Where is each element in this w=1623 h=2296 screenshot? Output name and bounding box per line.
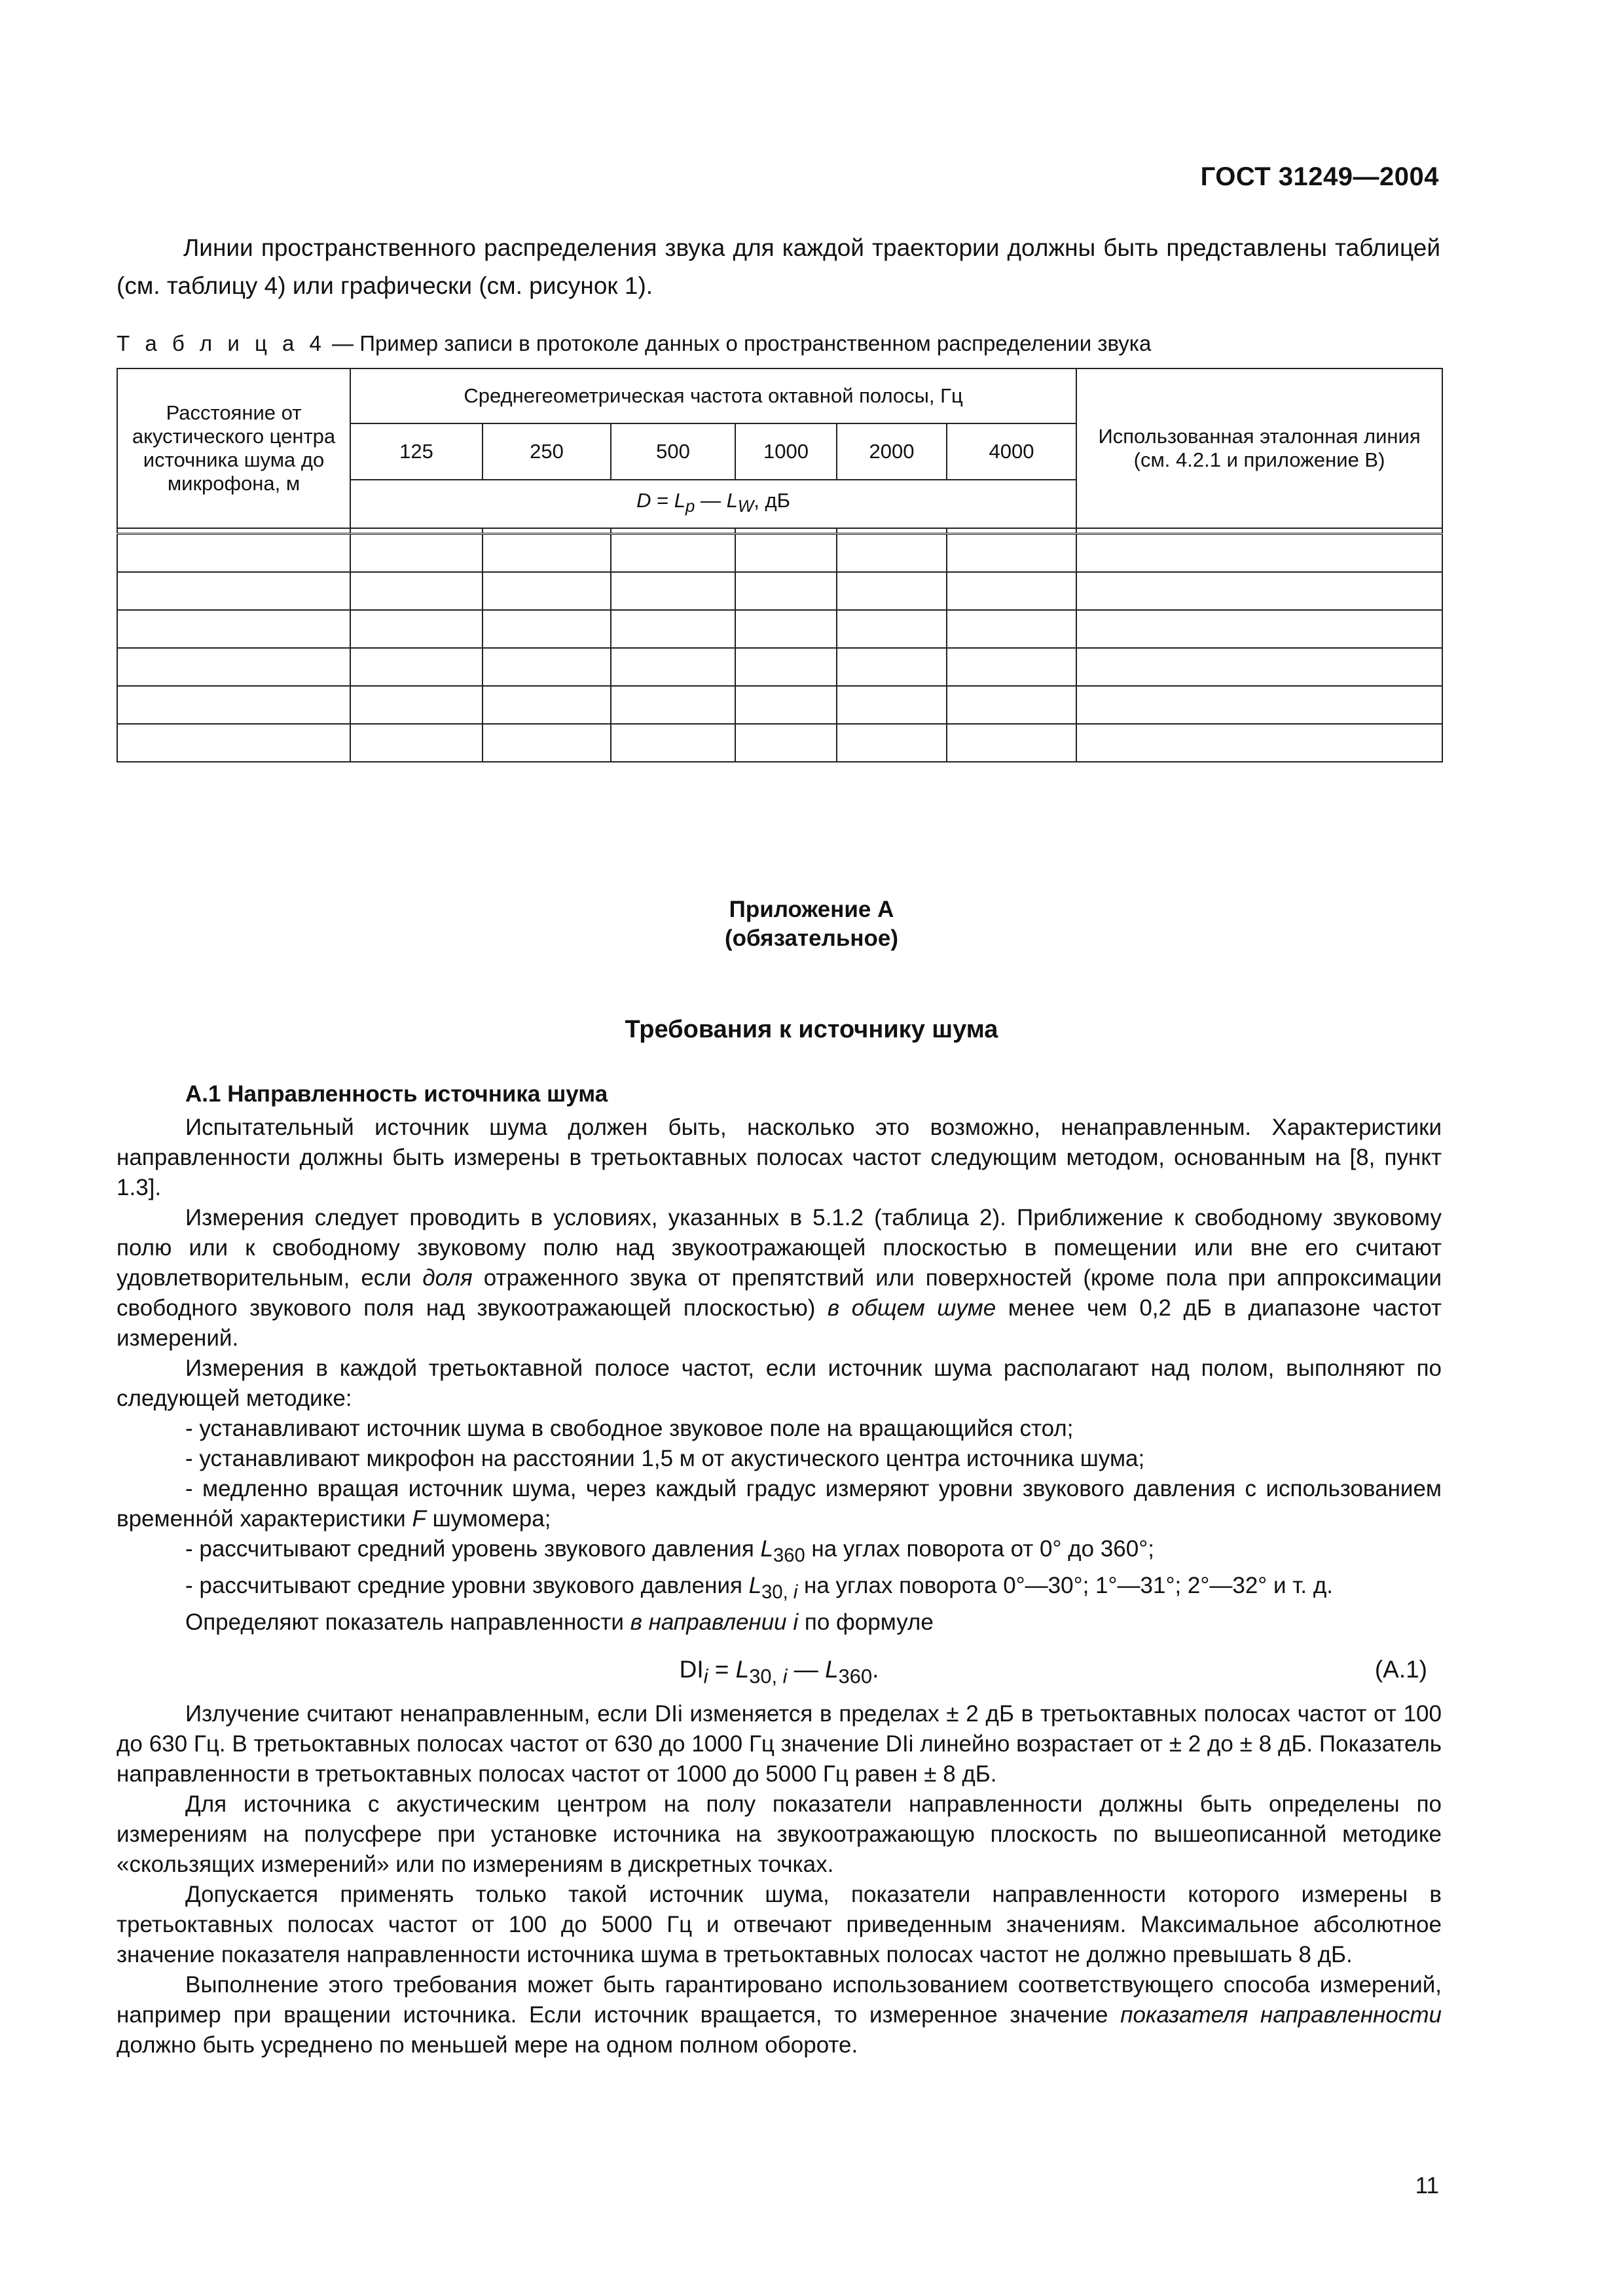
- freq-125: 125: [350, 423, 483, 480]
- paragraph: Для источника с акустическим центром на полу показатели направленности должны быть определены по измерениям на полусфере при установке источника на звукоотражающую плоскость по вышеописанной методике «скользящих измерений» или по измерениям в дискретных точках.: [117, 1791, 1442, 1877]
- intro-text: Линии пространственного распределения звука для каждой траектории должны быть представлены таблицей (см. таблицу 4) или графически (см. рисунок 1).: [117, 234, 1440, 299]
- table-row: [117, 534, 1442, 573]
- formula-a1: [117, 1643, 1442, 1699]
- formula-number: (А.1): [1374, 1656, 1427, 1683]
- table-caption: [117, 331, 1151, 356]
- table-caption-text: — Пример записи в протоколе данных о пространственном распределении звука: [325, 331, 1152, 355]
- list-item: - устанавливают микрофон на расстоянии 1,5 м от акустического центра источника шума;: [185, 1446, 1145, 1471]
- annex-title: Приложение А: [729, 897, 894, 922]
- header-frequency: Среднегеометрическая частота октавной полосы, Гц: [350, 368, 1076, 423]
- list-item: - рассчитывают средний уровень звукового давления $L_{360}$ на углах поворота от 0° до 360°;: [185, 1536, 1154, 1566]
- annex-status: (обязательное): [724, 925, 898, 951]
- table-row: [117, 610, 1442, 648]
- freq-500: 500: [611, 423, 735, 480]
- formula: $DI_i = L_{30, i}$ — $L_{360}$.: [679, 1656, 879, 1688]
- header-reference-line: Использованная эталонная линия (см. 4.2.1 и приложение В): [1076, 368, 1442, 528]
- header-separator: [117, 528, 1442, 534]
- paragraph: Допускается применять только такой источник шума, показатели направленности которого измерены в третьоктавных полосах частот от 100 до 5000 Гц и отвечают приведенным значениям. Максимальное абсолютное значение показателя направленности источника шума в третьоктавных полосах частот не должно превышать 8 дБ.: [117, 1882, 1442, 1967]
- annex-body: [117, 1113, 1442, 2060]
- list-item: - рассчитывают средние уровни звукового давления $L_{30, i}$ на углах поворота 0°—30°; 1°—31°; 2°—32° и т. д.: [185, 1573, 1334, 1603]
- paragraph: Излучение считают ненаправленным, если DIi изменяется в пределах ± 2 дБ в третьоктавных полосах частот от 100 до 630 Гц. В третьоктавных полосах частот от 630 до 1000 Гц значение DIi линейно возрастает от ± 2 до ± 8 дБ. Показатель направленности в третьоктавных полосах частот от 1000 до 5000 Гц равен ± 8 дБ.: [117, 1701, 1442, 1787]
- paragraph: Выполнение этого требования может быть гарантировано использованием соответствующего способа измерений, например при вращении источника. Если источник вращается, то измеренное значение показателя направленности должно быть усреднено по меньшей мере на одном полном обороте.: [117, 1972, 1442, 2058]
- freq-2000: 2000: [837, 423, 947, 480]
- paragraph: Испытательный источник шума должен быть, насколько это возможно, ненаправленным. Характеристики направленности должны быть измерены в третьоктавных полосах частот следующим методом, основанным на [8, пункт 1.3].: [117, 1115, 1442, 1200]
- standard-designation: ГОСТ 31249—2004: [1200, 162, 1439, 191]
- list-item: - медленно вращая источник шума, через каждый градус измеряют уровни звукового давления с использованием временно́й характеристики F шумомера;: [117, 1476, 1442, 1532]
- page-number: 11: [1415, 2173, 1439, 2198]
- paragraph: Измерения в каждой третьоктавной полосе частот, если источник шума располагают над полом, выполняют по следующей методике:: [117, 1355, 1442, 1411]
- table-4: [117, 368, 1443, 762]
- freq-4000: 4000: [947, 423, 1076, 480]
- paragraph: Измерения следует проводить в условиях, указанных в 5.1.2 (таблица 2). Приближение к свободному звуковому полю или к свободному звуковому полю над звукоотражающей плоскостью в помещении или вне его считают удовлетворительным, если доля отраженного звука от препятствий или поверхностей (кроме пола при аппроксимации свободного звукового поля над звукоотражающей плоскостью) в общем шуме менее чем 0,2 дБ в диапазоне частот измерений.: [117, 1205, 1442, 1351]
- table-row: [117, 572, 1442, 610]
- annex-heading: Требования к источнику шума: [625, 1016, 998, 1043]
- table-row: [117, 724, 1442, 762]
- intro-paragraph: [117, 229, 1440, 305]
- list-item: - устанавливают источник шума в свободное звуковое поле на вращающийся стол;: [185, 1416, 1074, 1441]
- header-formula: $D = L_p$ — $L_W$, дБ: [350, 480, 1076, 528]
- freq-1000: 1000: [735, 423, 837, 480]
- header-distance: Расстояние от акустического центра источника шума до микрофона, м: [117, 368, 350, 528]
- table-row: [117, 648, 1442, 686]
- table-row: [117, 686, 1442, 724]
- table-caption-label: Т а б л и ц а 4: [117, 331, 326, 355]
- paragraph: Определяют показатель направленности в направлении i по формуле: [185, 1609, 934, 1635]
- clause-heading: А.1 Направленность источника шума: [185, 1081, 608, 1107]
- freq-250: 250: [483, 423, 611, 480]
